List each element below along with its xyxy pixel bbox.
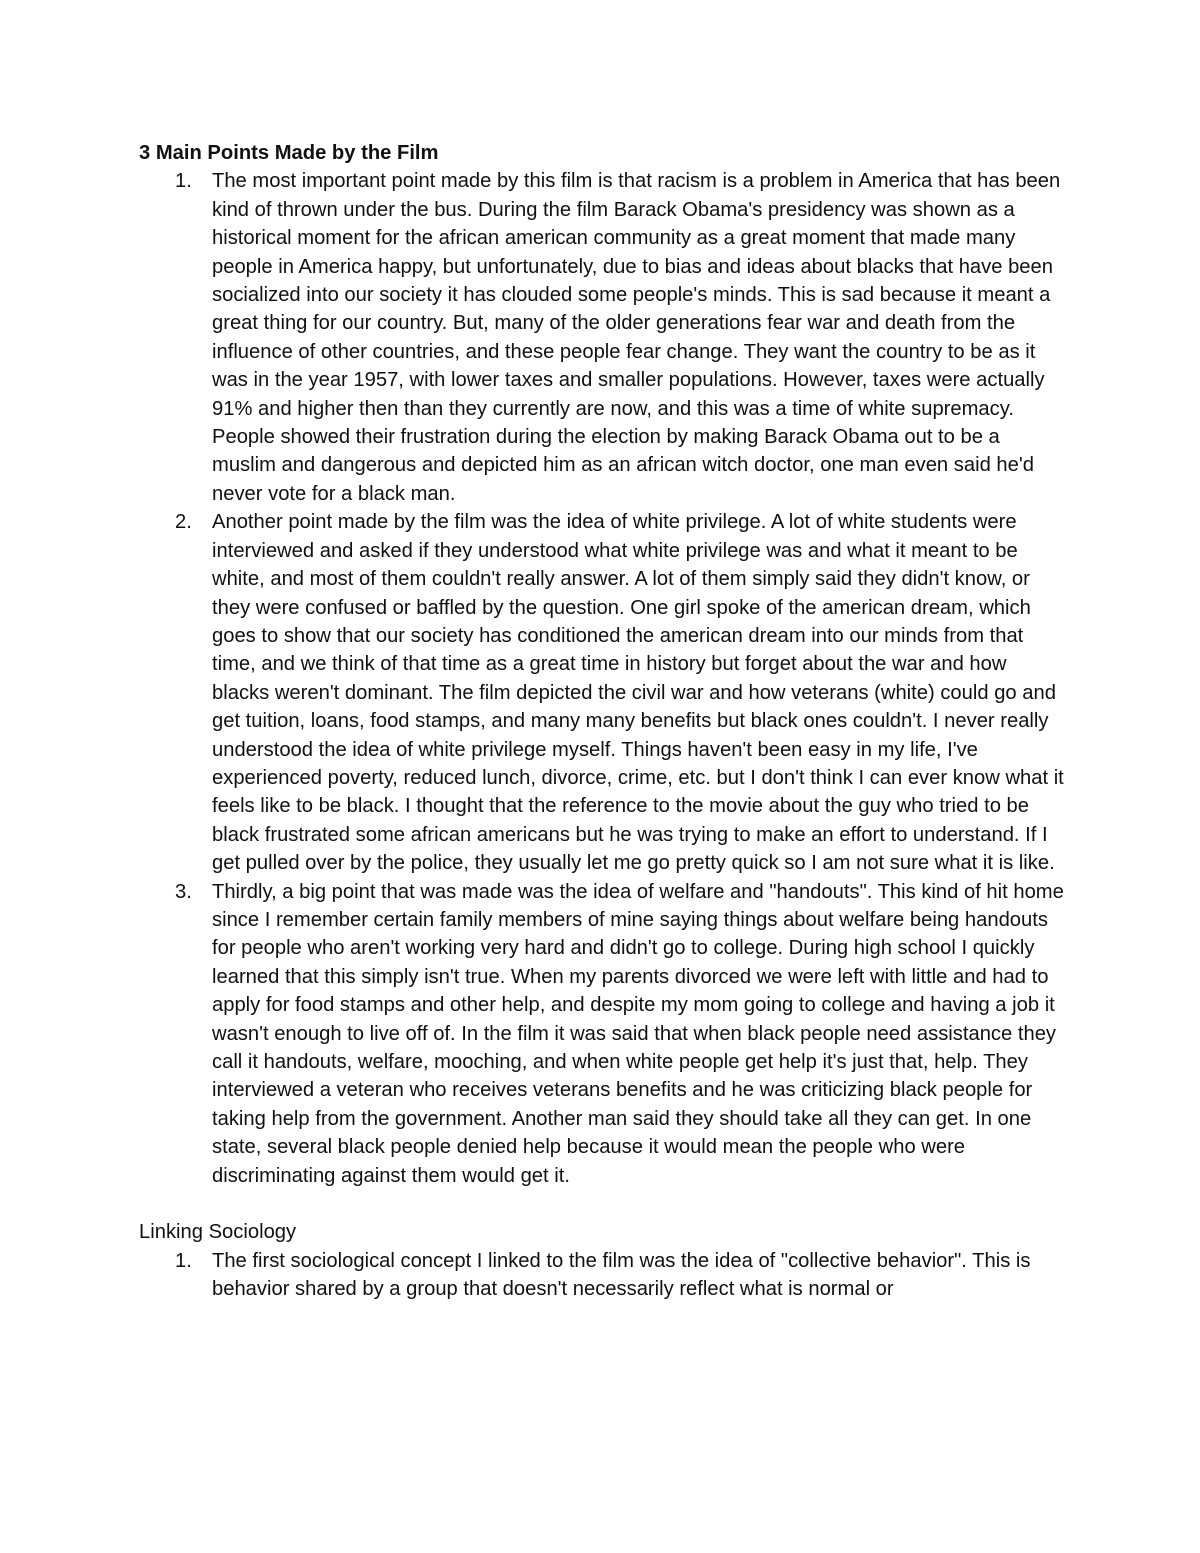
list-item xyxy=(139,878,1064,1190)
list-item-number: 2. xyxy=(175,511,192,534)
section-spacer xyxy=(139,1190,1064,1218)
list-item-text: The first sociological concept I linked to the film was the idea of "collective behavior". This is behavior shared by a group that doesn't necessarily reflect what is normal or xyxy=(212,1249,1031,1301)
section-title-linking-sociology: Linking Sociology xyxy=(139,1221,297,1244)
section-title-main-points: 3 Main Points Made by the Film xyxy=(139,142,439,164)
list-item-number: 1. xyxy=(175,1249,192,1272)
main-points-list xyxy=(139,167,1064,1190)
list-item-number: 3. xyxy=(175,880,192,903)
list-item-text: Thirdly, a big point that was made was the idea of welfare and "handouts". This kind of hit home since I remember certain family members of mine saying things about welfare being handouts for people who aren't working very hard and didn't go to college. During high school I quickly learned that this simply isn't true. When my parents divorced we were left with little and had to apply for food stamps and other help, and despite my mom going to college and having a job it wasn't enough to live off of. In the film it was said that when black people need assistance they call it handouts, welfare, mooching, and when white people get help it's just that, help. They interviewed a veteran who receives veterans benefits and he was criticizing black people for taking help from the government. Another man said they should take all they can get. In one state, several black people denied help because it would mean the people who were discriminating against them would get it. xyxy=(212,880,1064,1187)
list-item xyxy=(139,508,1064,877)
document-body xyxy=(139,139,1064,1304)
list-item-number: 1. xyxy=(175,170,192,193)
list-item xyxy=(139,1247,1064,1304)
list-item xyxy=(139,167,1064,508)
list-item-text: The most important point made by this film is that racism is a problem in America that has been kind of thrown under the bus. During the film Barack Obama's presidency was shown as a historical moment for the african american community as a great moment that made many people in America happy, but unfortunately, due to bias and ideas about blacks that have been socialized into our society it has clouded some people's minds. This is sad because it meant a great thing for our country. But, many of the older generations fear war and death from the influence of other countries, and these people fear change. They want the country to be as it was in the year 1957, with lower taxes and smaller populations. However, taxes were actually 91% and higher then than they currently are now, and this was a time of white supremacy. People showed their frustration during the election by making Barack Obama out to be a muslim and dangerous and depicted him as an african witch doctor, one man even said he'd never vote for a black man. xyxy=(212,170,1061,505)
linking-sociology-list xyxy=(139,1247,1064,1304)
list-item-text: Another point made by the film was the idea of white privilege. A lot of white students were interviewed and asked if they understood what white privilege was and what it meant to be white, and most of them couldn't really answer. A lot of them simply said they didn't know, or they were confused or baffled by the question. One girl spoke of the american dream, which goes to show that our society has conditioned the american dream into our minds from that time, and we think of that time as a great time in history but forget about the war and how blacks weren't dominant. The film depicted the civil war and how veterans (white) could go and get tuition, loans, food stamps, and many many benefits but black ones couldn't. I never really understood the idea of white privilege myself. Things haven't been easy in my life, I've experienced poverty, reduced lunch, divorce, crime, etc. but I don't think I can ever know what it feels like to be black. I thought that the reference to the movie about the guy who tried to be black frustrated some african americans but he was trying to make an effort to understand. If I get pulled over by the police, they usually let me go pretty quick so I am not sure what it is like. xyxy=(212,511,1064,875)
